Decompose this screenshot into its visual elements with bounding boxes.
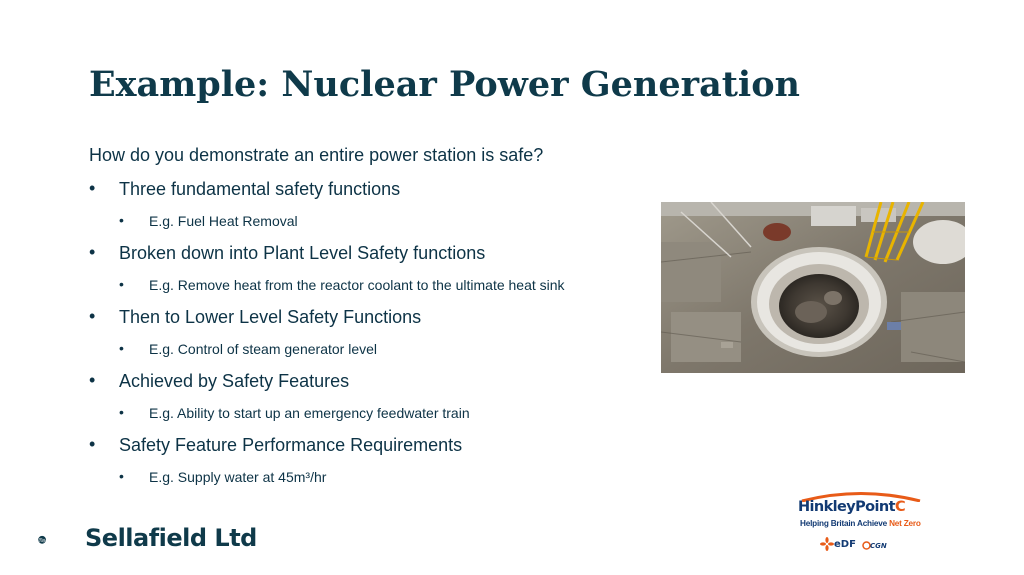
sub-bullet-item-1 [119, 212, 298, 229]
sellafield-logo-text: Sellafield Ltd [85, 524, 257, 552]
bullet-item-3 [89, 306, 422, 328]
bullet-icon: • [119, 212, 124, 228]
hpc-wordmark: HinkleyPoint [798, 499, 895, 515]
bullet-icon: • [119, 340, 124, 356]
bullet-item-4 [89, 370, 350, 392]
edf-logo-text: eDF [834, 539, 856, 550]
bullet-icon: • [119, 276, 124, 292]
bullet-icon: • [119, 468, 124, 484]
bullet-icon: • [89, 242, 96, 262]
hpc-tagline: Helping Britain Achieve [800, 519, 887, 528]
sub-bullet-text: E.g. Ability to start up an emergency feedwater train [149, 405, 470, 421]
bullet-icon: • [119, 404, 124, 420]
bullet-item-2 [89, 242, 486, 264]
bullet-text: Broken down into Plant Level Safety functions [119, 243, 486, 263]
cgn-logo-text: CGN [870, 542, 887, 550]
slide-title: Example: Nuclear Power Generation [89, 64, 801, 105]
bullet-icon: • [89, 434, 96, 454]
bullet-item-1 [89, 178, 401, 200]
sub-bullet-text: E.g. Fuel Heat Removal [149, 213, 298, 229]
edf-flower-icon [820, 537, 834, 551]
sellafield-logo-icon [38, 519, 80, 561]
hpc-wordmark-c: C [894, 499, 905, 515]
sub-bullet-text: E.g. Control of steam generator level [149, 341, 378, 357]
sub-bullet-text: E.g. Remove heat from the reactor coolant to the ultimate heat sink [149, 277, 565, 293]
bullet-text: Achieved by Safety Features [119, 371, 350, 391]
intro-question: How do you demonstrate an entire power station is safe? [89, 145, 544, 165]
sub-bullet-text: E.g. Supply water at 45m³/hr [149, 469, 327, 485]
bullet-text: Three fundamental safety functions [119, 179, 401, 199]
construction-site-photo [661, 202, 965, 373]
bullet-text: Then to Lower Level Safety Functions [119, 307, 422, 327]
hpc-tagline-accent: Net Zero [889, 519, 921, 528]
bullet-icon: • [89, 306, 96, 326]
bullet-text: Safety Feature Performance Requirements [119, 435, 463, 455]
hinkley-point-c-logo [798, 490, 924, 560]
sub-bullet-item-3 [119, 340, 378, 357]
bullet-icon: • [89, 178, 96, 198]
bullet-item-5 [89, 434, 463, 456]
sub-bullet-item-4 [119, 404, 470, 421]
sub-bullet-item-5 [119, 468, 327, 485]
sub-bullet-item-2 [119, 276, 565, 293]
bullet-icon: • [89, 370, 96, 390]
